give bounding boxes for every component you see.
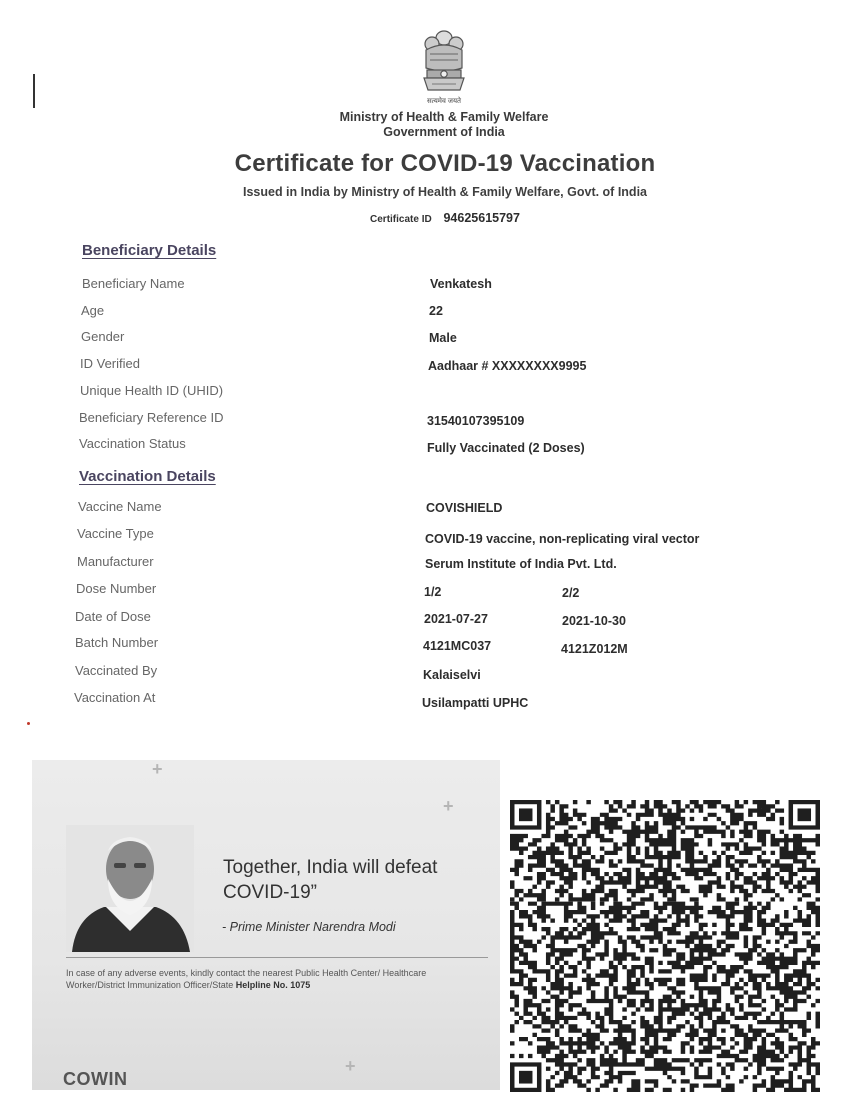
- certificate-id-label: Certificate ID: [370, 214, 432, 225]
- field-label: Beneficiary Name: [82, 276, 185, 291]
- government-name: Government of India: [383, 125, 505, 139]
- vaccinated-at-value: Usilampatti UPHC: [422, 696, 529, 710]
- dose-date-1: 2021-07-27: [424, 612, 488, 626]
- field-label: Vaccine Type: [77, 526, 154, 541]
- qr-modules: [510, 800, 820, 1092]
- field-label: Vaccination At: [74, 690, 156, 705]
- field-label: Vaccine Name: [78, 499, 162, 514]
- certificate-id-value: 94625615797: [443, 211, 520, 225]
- dose-number-1: 1/2: [424, 585, 442, 599]
- id-verified-value: Aadhaar # XXXXXXXX9995: [428, 359, 587, 373]
- vaccinated-by-value: Kalaiselvi: [423, 668, 481, 682]
- qr-finder-pattern: [519, 808, 532, 821]
- field-label: Dose Number: [76, 581, 157, 596]
- field-label: Unique Health ID (UHID): [80, 383, 224, 398]
- plus-decoration-icon: +: [345, 1056, 356, 1076]
- vaccination-status-value: Fully Vaccinated (2 Doses): [427, 441, 585, 455]
- batch-number-1: 4121MC037: [423, 639, 492, 653]
- emblem-motto: सत्यमेव जयते: [426, 98, 462, 105]
- issued-by: Issued in India by Ministry of Health & Family Welfare, Govt. of India: [242, 185, 647, 199]
- helpline-number: Helpline No. 1075: [235, 980, 311, 990]
- prime-minister-photo: [66, 825, 194, 952]
- field-label: Batch Number: [75, 635, 159, 650]
- field-label: Date of Dose: [75, 609, 151, 624]
- vaccine-type-value: COVID-19 vaccine, non-replicating viral vector: [425, 532, 700, 546]
- beneficiary-section-title: Beneficiary Details: [82, 242, 217, 259]
- qr-finder-pattern: [798, 808, 811, 821]
- quote-attribution: - Prime Minister Narendra Modi: [222, 920, 396, 934]
- field-label: Manufacturer: [77, 554, 154, 569]
- dose-date-2: 2021-10-30: [562, 614, 626, 628]
- field-label: Vaccination Status: [79, 436, 186, 451]
- vaccine-name-value: COVISHIELD: [426, 501, 503, 515]
- field-label: ID Verified: [80, 356, 140, 371]
- field-label: Gender: [81, 329, 125, 344]
- scan-artifact: [33, 74, 35, 108]
- banner-divider: [66, 957, 488, 958]
- vaccination-section-title: Vaccination Details: [79, 468, 216, 485]
- helpline-note: [66, 967, 486, 991]
- helpline-text: In case of any adverse events, kindly contact the nearest Public Health Center/ Healthcare Worker/District Immunization Officer/State: [66, 968, 427, 990]
- qr-code: [510, 800, 820, 1092]
- age-value: 22: [429, 304, 443, 318]
- qr-finder-pattern: [519, 1071, 532, 1084]
- field-label: Vaccinated By: [75, 663, 158, 678]
- plus-decoration-icon: +: [152, 759, 163, 779]
- national-emblem-icon: [418, 28, 470, 100]
- dose-number-2: 2/2: [562, 586, 580, 600]
- batch-number-2: 4121Z012M: [561, 642, 628, 656]
- cowin-logo: COWIN: [63, 1069, 128, 1089]
- beneficiary-name-value: Venkatesh: [430, 277, 492, 291]
- ministry-heading: [294, 110, 594, 140]
- gender-value: Male: [429, 331, 457, 345]
- manufacturer-value: Serum Institute of India Pvt. Ltd.: [425, 557, 617, 571]
- field-label: Beneficiary Reference ID: [79, 410, 224, 425]
- reference-id-value: 31540107395109: [427, 414, 525, 428]
- banner-quote: Together, India will defeat COVID-19”: [223, 857, 438, 903]
- scan-dot: [27, 722, 30, 725]
- certificate-title: Certificate for COVID-19 Vaccination: [234, 150, 656, 177]
- certificate-id: [300, 211, 590, 225]
- plus-decoration-icon: +: [443, 796, 454, 816]
- field-label: Age: [81, 303, 105, 318]
- ministry-name: Ministry of Health & Family Welfare: [339, 110, 549, 124]
